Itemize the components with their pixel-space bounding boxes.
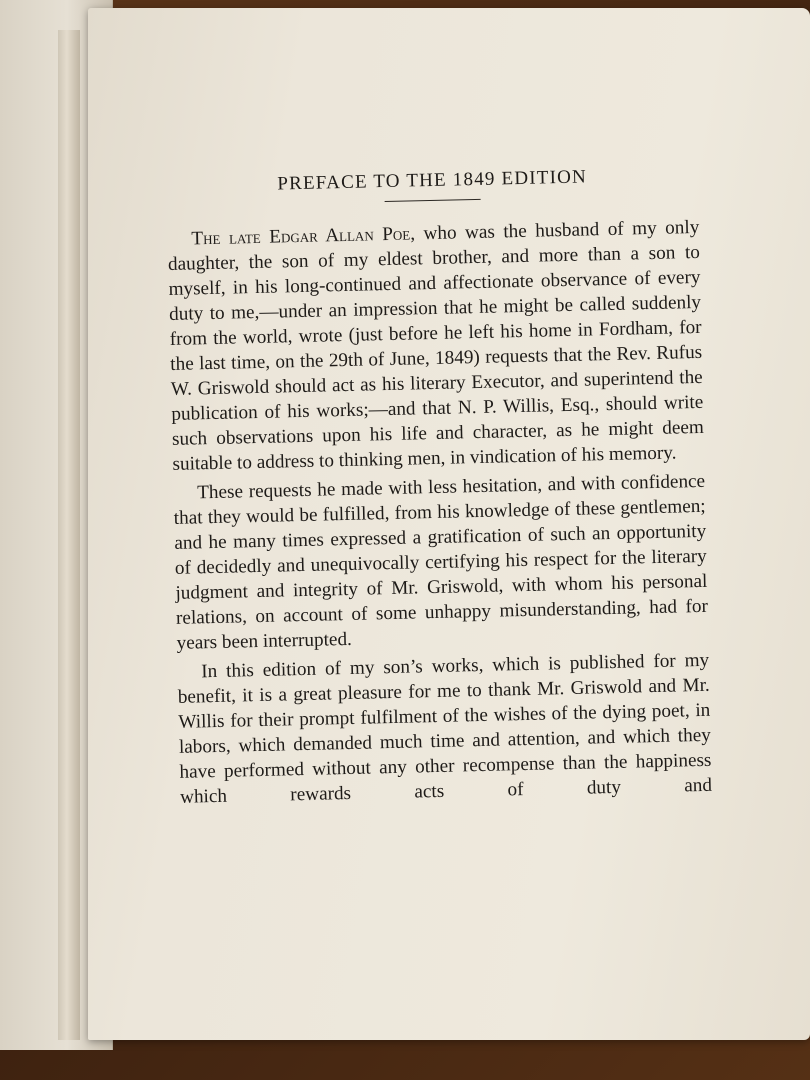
- book-gutter: [58, 30, 80, 1040]
- paragraph-3: In this edition of my son’s works, which is published for my benefit, it is a great pleasure for me to thank Mr. Griswold and Mr. Willis for their prompt fulfilment of the wishes of the dying poet, in labors, which demanded much time and attention, and which they have performed without any other recompense than the happiness which rewards acts of duty and: [177, 649, 713, 808]
- paragraph-1-lead: The late Edgar Allan Poe: [191, 223, 411, 250]
- paragraph-2: These requests he made with less hesitation, and with confidence that they would be fulfilled, from his knowledge of these gentlemen; and he many times expressed a gratification of such an opportunity of decidedly and unequivocally certifying his respect for the literary judgment and integrity of Mr. Griswold, with whom his personal relations, on account of some unhappy misunderstanding, had for years been interrupted.: [173, 470, 709, 654]
- page-title: PREFACE TO THE 1849 EDITION: [277, 166, 588, 195]
- page-content: [166, 164, 712, 814]
- title-rule: [385, 199, 481, 202]
- paragraph-1-text: , who was the husband of my only daughter, the son of my eldest brother, and more than a son to myself, in his long-continued and affectionate observance of every duty to me,—under an impression that he might be called suddenly from the world, wrote (just before he left his home in Fordham, for the last time, on the 29th of June, 1849) requests that the Rev. Rufus W. Griswold should act as his literary Executor, and superintend the publication of his works;—and that N. P. Willis, Esq., should write such observations upon his life and character, as he might deem suitable to address to thinking men, in vindication of his memory.: [167, 216, 705, 475]
- paragraph-1: [167, 215, 705, 477]
